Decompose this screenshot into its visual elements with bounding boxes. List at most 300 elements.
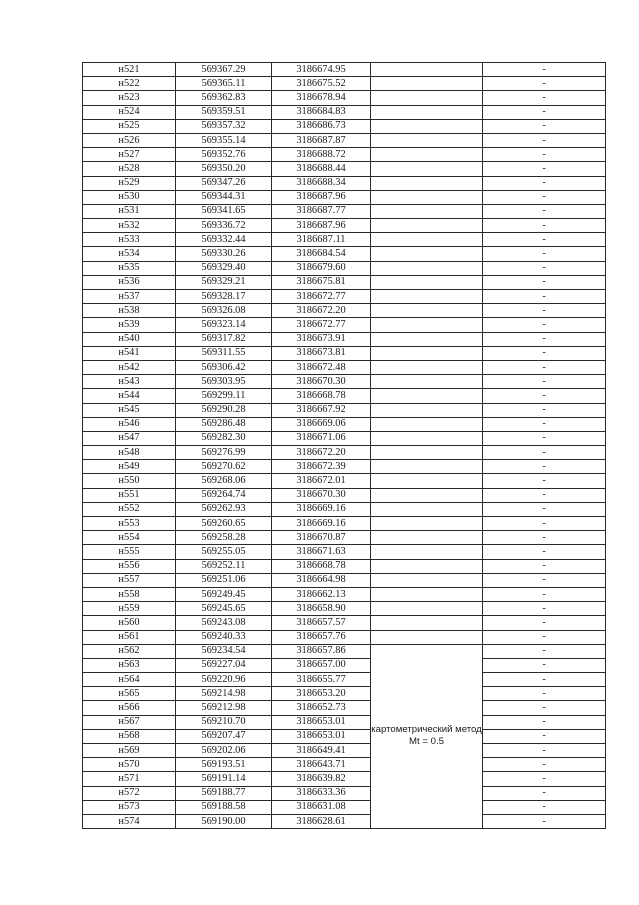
note-cell: -	[483, 800, 606, 814]
coordinates-table-body	[83, 63, 606, 829]
x-coordinate-cell: 569328.17	[176, 290, 272, 304]
table-row	[83, 133, 606, 147]
table-row	[83, 488, 606, 502]
point-id-cell: н564	[83, 673, 176, 687]
y-coordinate-cell: 3186687.11	[272, 233, 371, 247]
table-row	[83, 360, 606, 374]
method-cell-empty	[371, 233, 483, 247]
method-cell-empty	[371, 517, 483, 531]
y-coordinate-cell: 3186653.01	[272, 715, 371, 729]
table-row	[83, 219, 606, 233]
table-row	[83, 602, 606, 616]
x-coordinate-cell: 569367.29	[176, 63, 272, 77]
note-cell: -	[483, 687, 606, 701]
note-cell: -	[483, 488, 606, 502]
point-id-cell: н539	[83, 318, 176, 332]
x-coordinate-cell: 569270.62	[176, 460, 272, 474]
note-cell: -	[483, 474, 606, 488]
table-row	[83, 105, 606, 119]
point-id-cell: н543	[83, 375, 176, 389]
table-row	[83, 417, 606, 431]
table-row	[83, 446, 606, 460]
method-cell-empty	[371, 375, 483, 389]
note-cell: -	[483, 446, 606, 460]
note-cell: -	[483, 77, 606, 91]
table-row	[83, 502, 606, 516]
method-cell-empty	[371, 488, 483, 502]
y-coordinate-cell: 3186668.78	[272, 559, 371, 573]
note-cell: -	[483, 531, 606, 545]
table-row	[83, 91, 606, 105]
x-coordinate-cell: 569251.06	[176, 573, 272, 587]
x-coordinate-cell: 569262.93	[176, 502, 272, 516]
method-cell-empty	[371, 474, 483, 488]
point-id-cell: н527	[83, 148, 176, 162]
table-row	[83, 63, 606, 77]
point-id-cell: н534	[83, 247, 176, 261]
y-coordinate-cell: 3186657.57	[272, 616, 371, 630]
method-cell-empty	[371, 559, 483, 573]
x-coordinate-cell: 569276.99	[176, 446, 272, 460]
note-cell: -	[483, 162, 606, 176]
y-coordinate-cell: 3186664.98	[272, 573, 371, 587]
point-id-cell: н549	[83, 460, 176, 474]
x-coordinate-cell: 569311.55	[176, 346, 272, 360]
note-cell: -	[483, 275, 606, 289]
table-row	[83, 375, 606, 389]
y-coordinate-cell: 3186643.71	[272, 758, 371, 772]
point-id-cell: н535	[83, 261, 176, 275]
note-cell: -	[483, 616, 606, 630]
x-coordinate-cell: 569299.11	[176, 389, 272, 403]
point-id-cell: н572	[83, 786, 176, 800]
table-row	[83, 233, 606, 247]
point-id-cell: н552	[83, 502, 176, 516]
y-coordinate-cell: 3186688.72	[272, 148, 371, 162]
note-cell: -	[483, 431, 606, 445]
method-cell-empty	[371, 190, 483, 204]
point-id-cell: н529	[83, 176, 176, 190]
table-row	[83, 176, 606, 190]
note-cell: -	[483, 517, 606, 531]
point-id-cell: н536	[83, 275, 176, 289]
point-id-cell: н530	[83, 190, 176, 204]
y-coordinate-cell: 3186669.16	[272, 517, 371, 531]
method-cell-empty	[371, 460, 483, 474]
y-coordinate-cell: 3186687.96	[272, 190, 371, 204]
method-cell-empty	[371, 290, 483, 304]
point-id-cell: н524	[83, 105, 176, 119]
note-cell: -	[483, 587, 606, 601]
x-coordinate-cell: 569245.65	[176, 602, 272, 616]
x-coordinate-cell: 569193.51	[176, 758, 272, 772]
note-cell: -	[483, 219, 606, 233]
table-row	[83, 247, 606, 261]
y-coordinate-cell: 3186673.81	[272, 346, 371, 360]
method-cell-empty	[371, 304, 483, 318]
point-id-cell: н562	[83, 644, 176, 658]
x-coordinate-cell: 569326.08	[176, 304, 272, 318]
point-id-cell: н561	[83, 630, 176, 644]
x-coordinate-cell: 569286.48	[176, 417, 272, 431]
point-id-cell: н551	[83, 488, 176, 502]
point-id-cell: н554	[83, 531, 176, 545]
table-row	[83, 403, 606, 417]
y-coordinate-cell: 3186687.96	[272, 219, 371, 233]
note-cell: -	[483, 360, 606, 374]
point-id-cell: н559	[83, 602, 176, 616]
x-coordinate-cell: 569341.65	[176, 204, 272, 218]
method-cell-empty	[371, 204, 483, 218]
method-cell-empty	[371, 431, 483, 445]
table-row	[83, 573, 606, 587]
note-cell: -	[483, 545, 606, 559]
note-cell: -	[483, 772, 606, 786]
x-coordinate-cell: 569282.30	[176, 431, 272, 445]
table-row	[83, 644, 606, 658]
y-coordinate-cell: 3186675.52	[272, 77, 371, 91]
table-row	[83, 687, 606, 701]
note-cell: -	[483, 460, 606, 474]
point-id-cell: н522	[83, 77, 176, 91]
y-coordinate-cell: 3186679.60	[272, 261, 371, 275]
x-coordinate-cell: 569191.14	[176, 772, 272, 786]
point-id-cell: н560	[83, 616, 176, 630]
coordinates-table	[82, 62, 606, 829]
table-row	[83, 517, 606, 531]
x-coordinate-cell: 569234.54	[176, 644, 272, 658]
y-coordinate-cell: 3186684.54	[272, 247, 371, 261]
method-cell-empty	[371, 545, 483, 559]
method-cell-empty	[371, 389, 483, 403]
y-coordinate-cell: 3186672.20	[272, 304, 371, 318]
y-coordinate-cell: 3186672.48	[272, 360, 371, 374]
x-coordinate-cell: 569249.45	[176, 587, 272, 601]
y-coordinate-cell: 3186672.77	[272, 318, 371, 332]
method-cell-empty	[371, 275, 483, 289]
point-id-cell: н540	[83, 332, 176, 346]
method-cell-empty	[371, 148, 483, 162]
point-id-cell: н541	[83, 346, 176, 360]
y-coordinate-cell: 3186670.30	[272, 488, 371, 502]
y-coordinate-cell: 3186688.34	[272, 176, 371, 190]
x-coordinate-cell: 569365.11	[176, 77, 272, 91]
x-coordinate-cell: 569243.08	[176, 616, 272, 630]
point-id-cell: н544	[83, 389, 176, 403]
y-coordinate-cell: 3186628.61	[272, 814, 371, 828]
method-cell-empty	[371, 133, 483, 147]
table-row	[83, 77, 606, 91]
x-coordinate-cell: 569329.21	[176, 275, 272, 289]
y-coordinate-cell: 3186667.92	[272, 403, 371, 417]
x-coordinate-cell: 569329.40	[176, 261, 272, 275]
y-coordinate-cell: 3186655.77	[272, 673, 371, 687]
y-coordinate-cell: 3186672.20	[272, 446, 371, 460]
y-coordinate-cell: 3186672.77	[272, 290, 371, 304]
method-cell-empty	[371, 261, 483, 275]
table-row	[83, 304, 606, 318]
y-coordinate-cell: 3186657.76	[272, 630, 371, 644]
table-row	[83, 460, 606, 474]
y-coordinate-cell: 3186688.44	[272, 162, 371, 176]
note-cell: -	[483, 814, 606, 828]
x-coordinate-cell: 569188.58	[176, 800, 272, 814]
note-cell: -	[483, 658, 606, 672]
x-coordinate-cell: 569306.42	[176, 360, 272, 374]
note-cell: -	[483, 602, 606, 616]
y-coordinate-cell: 3186670.87	[272, 531, 371, 545]
point-id-cell: н555	[83, 545, 176, 559]
x-coordinate-cell: 569290.28	[176, 403, 272, 417]
x-coordinate-cell: 569359.51	[176, 105, 272, 119]
x-coordinate-cell: 569323.14	[176, 318, 272, 332]
method-cell-empty	[371, 77, 483, 91]
table-row	[83, 630, 606, 644]
y-coordinate-cell: 3186671.63	[272, 545, 371, 559]
note-cell: -	[483, 63, 606, 77]
note-cell: -	[483, 204, 606, 218]
point-id-cell: н570	[83, 758, 176, 772]
method-cell-empty	[371, 219, 483, 233]
x-coordinate-cell: 569190.00	[176, 814, 272, 828]
note-cell: -	[483, 346, 606, 360]
y-coordinate-cell: 3186652.73	[272, 701, 371, 715]
note-cell: -	[483, 786, 606, 800]
note-cell: -	[483, 375, 606, 389]
point-id-cell: н568	[83, 729, 176, 743]
note-cell: -	[483, 176, 606, 190]
y-coordinate-cell: 3186678.94	[272, 91, 371, 105]
x-coordinate-cell: 569336.72	[176, 219, 272, 233]
x-coordinate-cell: 569255.05	[176, 545, 272, 559]
method-cell-empty	[371, 63, 483, 77]
y-coordinate-cell: 3186674.95	[272, 63, 371, 77]
x-coordinate-cell: 569268.06	[176, 474, 272, 488]
method-cell-empty	[371, 616, 483, 630]
note-cell: -	[483, 403, 606, 417]
note-cell: -	[483, 318, 606, 332]
point-id-cell: н523	[83, 91, 176, 105]
y-coordinate-cell: 3186633.36	[272, 786, 371, 800]
y-coordinate-cell: 3186669.06	[272, 417, 371, 431]
x-coordinate-cell: 569214.98	[176, 687, 272, 701]
y-coordinate-cell: 3186687.77	[272, 204, 371, 218]
table-row	[83, 814, 606, 828]
method-cell-empty	[371, 446, 483, 460]
x-coordinate-cell: 569188.77	[176, 786, 272, 800]
y-coordinate-cell: 3186639.82	[272, 772, 371, 786]
table-row	[83, 715, 606, 729]
point-id-cell: н542	[83, 360, 176, 374]
x-coordinate-cell: 569350.20	[176, 162, 272, 176]
table-row	[83, 772, 606, 786]
y-coordinate-cell: 3186670.30	[272, 375, 371, 389]
x-coordinate-cell: 569303.95	[176, 375, 272, 389]
y-coordinate-cell: 3186653.01	[272, 729, 371, 743]
note-cell: -	[483, 304, 606, 318]
y-coordinate-cell: 3186658.90	[272, 602, 371, 616]
method-cell-empty	[371, 91, 483, 105]
y-coordinate-cell: 3186631.08	[272, 800, 371, 814]
note-cell: -	[483, 729, 606, 743]
y-coordinate-cell: 3186668.78	[272, 389, 371, 403]
table-row	[83, 332, 606, 346]
y-coordinate-cell: 3186673.91	[272, 332, 371, 346]
note-cell: -	[483, 630, 606, 644]
table-row	[83, 474, 606, 488]
note-cell: -	[483, 758, 606, 772]
point-id-cell: н573	[83, 800, 176, 814]
x-coordinate-cell: 569227.04	[176, 658, 272, 672]
table-row	[83, 744, 606, 758]
y-coordinate-cell: 3186686.73	[272, 119, 371, 133]
x-coordinate-cell: 569202.06	[176, 744, 272, 758]
y-coordinate-cell: 3186657.00	[272, 658, 371, 672]
note-cell: -	[483, 105, 606, 119]
note-cell: -	[483, 715, 606, 729]
point-id-cell: н569	[83, 744, 176, 758]
point-id-cell: н553	[83, 517, 176, 531]
x-coordinate-cell: 569240.33	[176, 630, 272, 644]
method-cell-empty	[371, 573, 483, 587]
table-row	[83, 701, 606, 715]
method-cell: картометрический метод Mt = 0.5	[371, 644, 483, 828]
y-coordinate-cell: 3186672.39	[272, 460, 371, 474]
table-row	[83, 673, 606, 687]
table-row	[83, 346, 606, 360]
coordinates-sheet	[82, 62, 602, 829]
y-coordinate-cell: 3186649.41	[272, 744, 371, 758]
note-cell: -	[483, 644, 606, 658]
x-coordinate-cell: 569347.26	[176, 176, 272, 190]
point-id-cell: н546	[83, 417, 176, 431]
table-row	[83, 190, 606, 204]
point-id-cell: н521	[83, 63, 176, 77]
y-coordinate-cell: 3186671.06	[272, 431, 371, 445]
note-cell: -	[483, 332, 606, 346]
point-id-cell: н537	[83, 290, 176, 304]
y-coordinate-cell: 3186672.01	[272, 474, 371, 488]
x-coordinate-cell: 569355.14	[176, 133, 272, 147]
note-cell: -	[483, 233, 606, 247]
table-row	[83, 318, 606, 332]
method-cell-empty	[371, 176, 483, 190]
note-cell: -	[483, 573, 606, 587]
x-coordinate-cell: 569332.44	[176, 233, 272, 247]
note-cell: -	[483, 417, 606, 431]
point-id-cell: н538	[83, 304, 176, 318]
table-row	[83, 800, 606, 814]
point-id-cell: н563	[83, 658, 176, 672]
x-coordinate-cell: 569252.11	[176, 559, 272, 573]
x-coordinate-cell: 569264.74	[176, 488, 272, 502]
x-coordinate-cell: 569352.76	[176, 148, 272, 162]
table-row	[83, 786, 606, 800]
point-id-cell: н545	[83, 403, 176, 417]
note-cell: -	[483, 744, 606, 758]
point-id-cell: н533	[83, 233, 176, 247]
table-row	[83, 658, 606, 672]
note-cell: -	[483, 673, 606, 687]
point-id-cell: н531	[83, 204, 176, 218]
table-row	[83, 389, 606, 403]
method-cell-empty	[371, 403, 483, 417]
x-coordinate-cell: 569260.65	[176, 517, 272, 531]
point-id-cell: н566	[83, 701, 176, 715]
note-cell: -	[483, 502, 606, 516]
method-cell-empty	[371, 119, 483, 133]
point-id-cell: н574	[83, 814, 176, 828]
note-cell: -	[483, 389, 606, 403]
x-coordinate-cell: 569330.26	[176, 247, 272, 261]
method-cell-empty	[371, 247, 483, 261]
point-id-cell: н547	[83, 431, 176, 445]
table-row	[83, 431, 606, 445]
point-id-cell: н550	[83, 474, 176, 488]
table-row	[83, 559, 606, 573]
note-cell: -	[483, 119, 606, 133]
note-cell: -	[483, 261, 606, 275]
x-coordinate-cell: 569317.82	[176, 332, 272, 346]
y-coordinate-cell: 3186662.13	[272, 587, 371, 601]
method-cell-empty	[371, 587, 483, 601]
y-coordinate-cell: 3186669.16	[272, 502, 371, 516]
note-cell: -	[483, 247, 606, 261]
note-cell: -	[483, 91, 606, 105]
point-id-cell: н565	[83, 687, 176, 701]
table-row	[83, 290, 606, 304]
table-row	[83, 119, 606, 133]
y-coordinate-cell: 3186684.83	[272, 105, 371, 119]
method-cell-empty	[371, 346, 483, 360]
x-coordinate-cell: 569357.32	[176, 119, 272, 133]
y-coordinate-cell: 3186687.87	[272, 133, 371, 147]
y-coordinate-cell: 3186653.20	[272, 687, 371, 701]
method-cell-empty	[371, 360, 483, 374]
method-cell-empty	[371, 602, 483, 616]
note-cell: -	[483, 148, 606, 162]
method-cell-empty	[371, 105, 483, 119]
method-cell-empty	[371, 318, 483, 332]
note-cell: -	[483, 190, 606, 204]
table-row	[83, 148, 606, 162]
note-cell: -	[483, 133, 606, 147]
method-cell-empty	[371, 332, 483, 346]
point-id-cell: н532	[83, 219, 176, 233]
point-id-cell: н556	[83, 559, 176, 573]
table-row	[83, 531, 606, 545]
x-coordinate-cell: 569212.98	[176, 701, 272, 715]
x-coordinate-cell: 569210.70	[176, 715, 272, 729]
y-coordinate-cell: 3186657.86	[272, 644, 371, 658]
note-cell: -	[483, 290, 606, 304]
table-row	[83, 616, 606, 630]
method-cell-empty	[371, 630, 483, 644]
note-cell: -	[483, 701, 606, 715]
y-coordinate-cell: 3186675.81	[272, 275, 371, 289]
method-cell-empty	[371, 162, 483, 176]
point-id-cell: н526	[83, 133, 176, 147]
table-row	[83, 275, 606, 289]
table-row	[83, 162, 606, 176]
x-coordinate-cell: 569362.83	[176, 91, 272, 105]
point-id-cell: н558	[83, 587, 176, 601]
x-coordinate-cell: 569207.47	[176, 729, 272, 743]
point-id-cell: н571	[83, 772, 176, 786]
point-id-cell: н557	[83, 573, 176, 587]
x-coordinate-cell: 569344.31	[176, 190, 272, 204]
point-id-cell: н525	[83, 119, 176, 133]
